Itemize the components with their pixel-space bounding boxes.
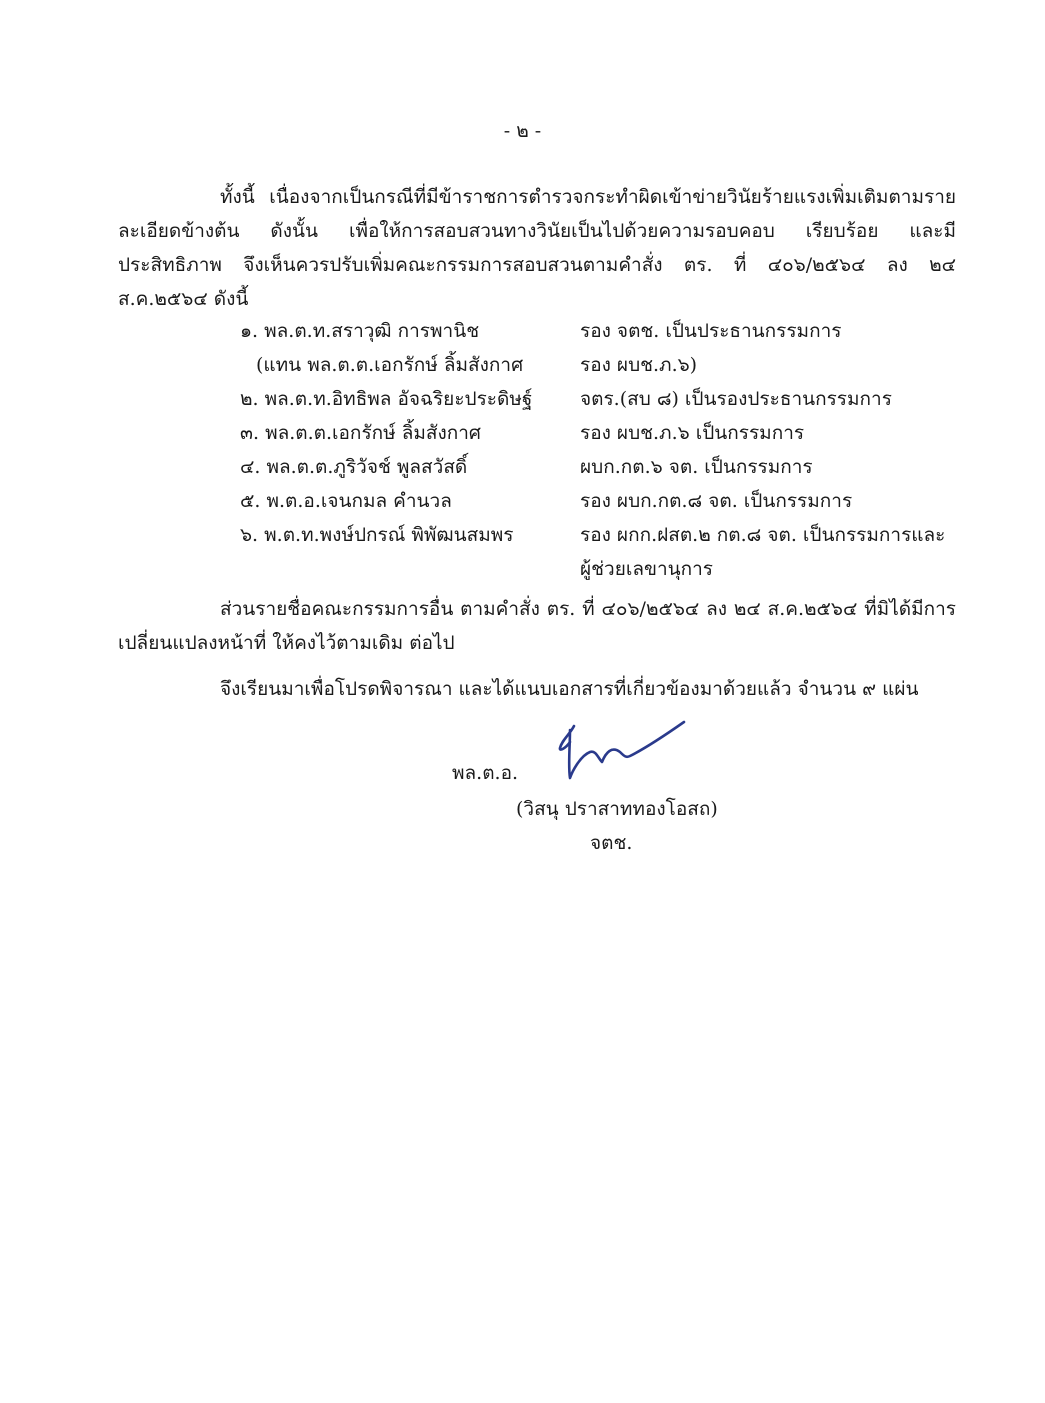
- committee-member-role: รอง ผบช.ภ.๖ เป็นกรรมการ: [580, 422, 805, 444]
- committee-member-name: ๖. พ.ต.ท.พงษ์ปกรณ์ พิพัฒนสมพร: [240, 524, 514, 546]
- committee-member-name: (แทน พล.ต.ต.เอกรักษ์ ลิ้มสังกาศ: [256, 354, 524, 376]
- committee-member-role: รอง ผบช.ภ.๖): [580, 354, 698, 376]
- committee-row: [0, 382, 1045, 416]
- signatory-name: (วิสนุ ปราสาททองโอสถ): [516, 798, 718, 820]
- paragraph-closing: จึงเรียนมาเพื่อโปรดพิจารณา และได้แนบเอกสารที่เกี่ยวข้องมาด้วยแล้ว จำนวน ๙ แผ่น: [220, 678, 919, 700]
- committee-member-role: รอง ผบก.กต.๘ จต. เป็นกรรมการ: [580, 490, 853, 512]
- committee-member-name: ๑. พล.ต.ท.สราวุฒิ การพานิช: [240, 320, 480, 342]
- handwritten-signature: [550, 712, 700, 792]
- committee-member-role: รอง ผกก.ฝสต.๒ กต.๘ จต. เป็นกรรมการและ: [580, 524, 946, 546]
- committee-member-name: ๒. พล.ต.ท.อิทธิพล อัจฉริยะประดิษฐ์: [240, 388, 533, 410]
- committee-row: [0, 518, 1045, 552]
- committee-row: [0, 552, 1045, 586]
- committee-member-role: รอง จตช. เป็นประธานกรรมการ: [580, 320, 842, 342]
- paragraph-intro: ทั้งนี้ เนื่องจากเป็นกรณีที่มีข้าราชการตำรวจกระทำผิดเข้าข่ายวินัยร้ายแรงเพิ่มเติมตามรายละเอียดข้างต้น ดังนั้น เพื่อให้การสอบสวนทางวินัยเป็นไปด้วยความรอบคอบ เรียบร้อย และมีประสิทธิภาพ จึงเห็นควรปรับเพิ่มคณะกรรมการสอบสวนตามคำสั่ง ตร. ที่ ๔๐๖/๒๕๖๔ ลง ๒๔ ส.ค.๒๕๖๔ ดังนี้: [118, 186, 956, 310]
- paragraph-other-members: ส่วนรายชื่อคณะกรรมการอื่น ตามคำสั่ง ตร. ที่ ๔๐๖/๒๕๖๔ ลง ๒๔ ส.ค.๒๕๖๔ ที่มิได้มีการเปลี่ยนแปลงหน้าที่ ให้คงไว้ตามเดิม ต่อไป: [118, 598, 956, 654]
- committee-member-role: ผู้ช่วยเลขานุการ: [580, 558, 713, 580]
- committee-row: [0, 348, 1045, 382]
- committee-member-name: ๔. พล.ต.ต.ภูริวัจช์ พูลสวัสดิ์: [240, 456, 468, 478]
- committee-row: [0, 416, 1045, 450]
- committee-member-role: จตร.(สบ ๘) เป็นรองประธานกรรมการ: [580, 388, 892, 410]
- signatory-position: จตช.: [590, 832, 633, 854]
- committee-member-role: ผบก.กต.๖ จต. เป็นกรรมการ: [580, 456, 813, 478]
- committee-row: [0, 314, 1045, 348]
- committee-member-name: ๓. พล.ต.ต.เอกรักษ์ ลิ้มสังกาศ: [240, 422, 481, 444]
- signatory-rank: พล.ต.อ.: [452, 762, 519, 784]
- committee-member-name: ๕. พ.ต.อ.เจนกมล คำนวล: [240, 490, 452, 512]
- committee-row: [0, 450, 1045, 484]
- committee-row: [0, 484, 1045, 518]
- page-number: - ๒ -: [503, 120, 542, 142]
